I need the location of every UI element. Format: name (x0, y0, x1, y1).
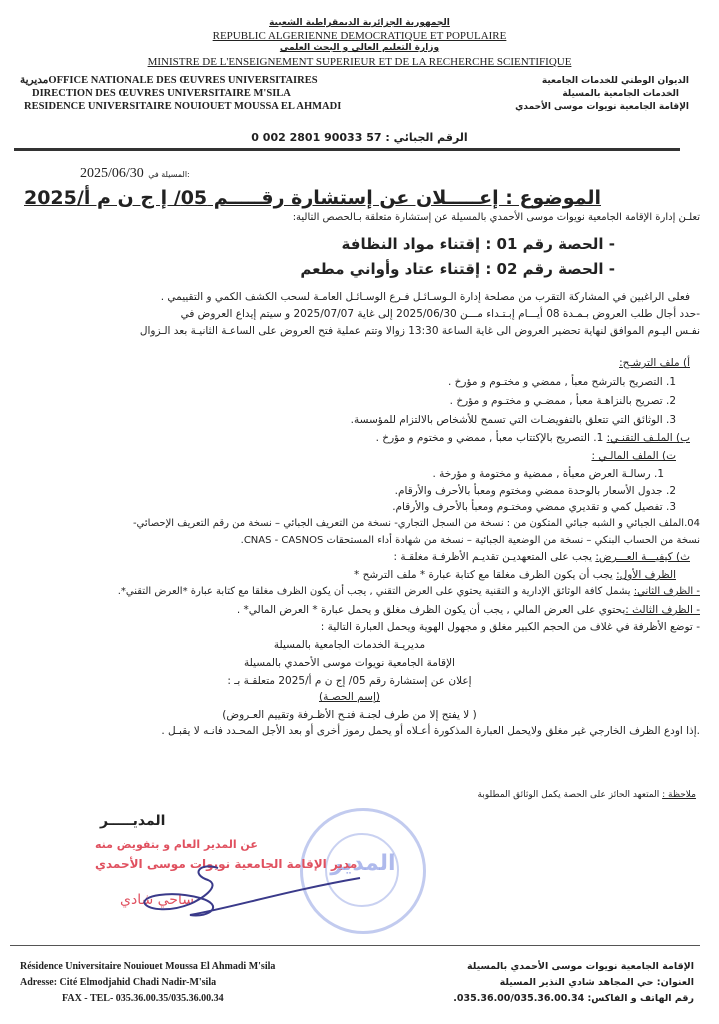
header-left-line: مديريةOFFICE NATIONALE DES ŒUVRES UNIVERSITAIRES (20, 75, 318, 86)
envelope-address: إعلان عن إستشارة رقم 05/ إج ن م أ/2025 متعلقـة بـ : (227, 675, 472, 687)
director-title: المديـــــر (100, 813, 166, 829)
subject-title: الموضوع : إعـــــلان عن إستشارة رقـــــم 05/ إ ج ن م أ/2025 (23, 187, 601, 209)
envelope-address: الإقامة الجامعية نويوات موسى الأحمدي بالمسيلة (244, 657, 455, 669)
lot-2: - الحصة رقم 02 : إقتناء عتاد وأواني مطعم (300, 260, 615, 278)
director-stamp-line: مدير الإقامة الجامعية نويوات موسى الأحمدي (95, 857, 358, 871)
section-b (376, 431, 690, 445)
ministry-french: MINISTRE DE L'ENSEIGNEMENT SUPERIEUR ET DE LA RECHERCHE SCIENTIFIQUE (147, 56, 572, 68)
envelope-label: الظرف الأول: (616, 569, 676, 581)
envelope-address: مديريـة الخدمات الجامعية بالمسيلة (273, 639, 426, 651)
section-a-item: 1. التصريح بالترشح معبأ , ممضي و مختـوم و مؤرخ . (447, 376, 676, 388)
tax-number: الرقم الجبائي : 57 90033 2801 002 0 (251, 131, 468, 144)
footer-right-line: الإقامة الجامعية نويوات موسى الأحمدي بالمسيلة (466, 961, 694, 972)
signature-icon (130, 860, 370, 920)
date-line (80, 166, 190, 182)
note-text: المتعهد الحائز على الحصة يكمل الوثائق المطلوبة (477, 790, 660, 800)
section-b-text: 1. التصريح بالإكتتاب معبأ , ممضي و مختوم و مؤرخ . (375, 432, 604, 444)
director-stamp-line: عن المدير العام و بتفويض منه (95, 838, 258, 851)
section-t-item: 2. جدول الأسعار بالوحدة ممضي ومختوم ومعبأ بالأحرف والأرقام. (394, 485, 676, 497)
envelope-text: يشمل كافة الوثائق الإدارية و التقنية يحتوي على العرض التقني , يجب أن يكون الظرف مغلقا مع كتابة عبارة *العرض التقني*. (117, 586, 634, 597)
envelope-2 (118, 585, 700, 599)
section-th (394, 550, 690, 564)
note (477, 788, 696, 802)
section-th-text: يجب على المتعهديـن تقديـم الأظرفـة مغلقـة : (393, 551, 593, 563)
republic-arabic: الجمهورية الجزائرية الديمقراطية الشعبية (269, 18, 450, 28)
header-right-line: الإقامة الجامعية نويوات موسى الأحمدي (515, 102, 689, 112)
header-left-line: DIRECTION DES ŒUVRES UNIVERSITAIRE M'SILA (32, 88, 291, 99)
date: 2025/06/30 (80, 166, 144, 181)
section-th-title: ث) كيفيـــة العـــرض: (595, 551, 690, 563)
stamp-text: المدير (330, 851, 396, 876)
intro-text: تعلـن إدارة الإقامة الجامعية نويوات موسى الأحمدي بالمسيلة عن إستشارة متعلقة بـالحصص التالية: (292, 212, 700, 223)
envelope-address: ( لا يفتح إلا من طرف لجنـة فتـح الأظـرفة وتقييم العـروض) (222, 709, 477, 721)
paragraph-line: نفـس اليـوم الموافق لنهاية تحضير العروض الى غاية الساعة 13:30 زوالا وتتم عملية فتح العروض على الساعـة الثانيـة بعد الـزوال (139, 325, 700, 337)
header-right-line: الخدمات الجامعية بالمسيلة (562, 89, 679, 99)
header-right-line: الديوان الوطني للخدمات الجامعية (541, 76, 689, 86)
envelope-3 (237, 603, 700, 617)
section-a-item: 2. تصريح بالنزاهـة معبأ , ممضـي و مختـوم و مؤرخ . (449, 395, 676, 407)
section-a-title: أ) ملف الترشـح: (619, 357, 690, 369)
envelope-text: يجب أن يكون الظرف مغلقا مع كتابة عبارة * ملف الترشح * (354, 569, 617, 581)
envelope-label: - الظرف الثاني: (633, 586, 700, 597)
section-t-item: 1. رسالـة العرض معبأة , ممضية و مختومة و مؤرخة . (432, 468, 664, 480)
placement-text: - توضع الأظرفة في غلاف من الحجم الكبير مغلق و مجهول الهوية ويحمل العبارة التالية : (320, 621, 700, 633)
rejection-text: .إذا اودع الظرف الخارجي غير مغلق ولايحمل العبارة المذكورة أعـلاه أو يحمل رموز أخرى أو بعد الأجل المحـدد فانـه لا يقبـل . (161, 725, 700, 737)
envelope-address: (إسم الحصـة) (319, 691, 380, 703)
footer-right-line: رقم الهاتف و الفاكس: 035.36.00/035.36.00.34. (453, 993, 694, 1004)
footer-divider (10, 945, 700, 946)
envelope-1 (354, 568, 676, 582)
director-stamp-name: ساحي شادي (120, 892, 194, 908)
paragraph-line: -حدد أجال طلب العروض بـمـدة 08 أيـــام إبـتـداء مـــن 2025/06/30 إلى غاية 2025/07/07 و سيتم إيداع العروض في (180, 308, 700, 320)
note-label: ملاحظة : (662, 790, 696, 800)
envelope-text: يحتوي على العرض المالي , يجب أن يكون الظرف مغلق و يحمل عبارة * العرض المالي* . (236, 604, 626, 616)
section-t-item: نسخة من الحساب البنكي – نسخة من الوضعية الجبائية – نسخة من شهادة أداء المستحقات CNAS - CASNOS. (240, 535, 700, 546)
footer-left-line: FAX - TEL- 035.36.00.35/035.36.00.34 (62, 993, 224, 1004)
republic-french: REPUBLIC ALGERIENNE DEMOCRATIQUE ET POPULAIRE (212, 30, 507, 42)
date-label: المسيلة في: (148, 170, 190, 179)
section-a-item: 3. الوثائق التي تتعلق بالتفويضـات التي تسمح للأشخاص بالالتزام للمؤسسة. (350, 414, 676, 426)
section-t-item: 04.الملف الجبائي و الشبه جبائي المتكون من : نسخة من السجل التجاري- نسخة من التعريف الجبائي – نسخة من رقم التعريف الإحصائي- (132, 518, 700, 529)
lot-1: - الحصة رقم 01 : إقتناء مواد النظافة (341, 235, 615, 253)
section-t-item: 3. تفصيل كمي و تقديري ممضي ومختـوم ومعبأ بالأحرف والأرقام. (392, 501, 676, 513)
footer-right-line: العنوان: حي المجاهد شادي النذير المسيلة (499, 977, 694, 988)
ministry-arabic: وزارة التعليم العالي و البحث العلمي (279, 43, 440, 53)
header-left-line: RESIDENCE UNIVERSITAIRE NOUIOUET MOUSSA EL AHMADI (24, 101, 342, 112)
section-t-title: ت) الملف المالـي : (591, 450, 676, 462)
envelope-label: - الظرف الثالث : (625, 604, 700, 616)
section-b-title: ب) الملـف التقنـي: (606, 432, 690, 444)
paragraph-line: فعلى الراغبين في المشاركة التقرب من مصلحة إدارة الـوسـائـل فـرع الوسـائـل العامـة لسحب الكشف الكمي و التقييمي . (160, 291, 690, 303)
header-divider (14, 148, 680, 151)
footer-left-line: Résidence Universitaire Nouiouet Moussa El Ahmadi M'sila (20, 961, 276, 972)
footer-left-line: Adresse: Cité Elmodjahid Chadi Nadir-M'sila (20, 977, 217, 988)
